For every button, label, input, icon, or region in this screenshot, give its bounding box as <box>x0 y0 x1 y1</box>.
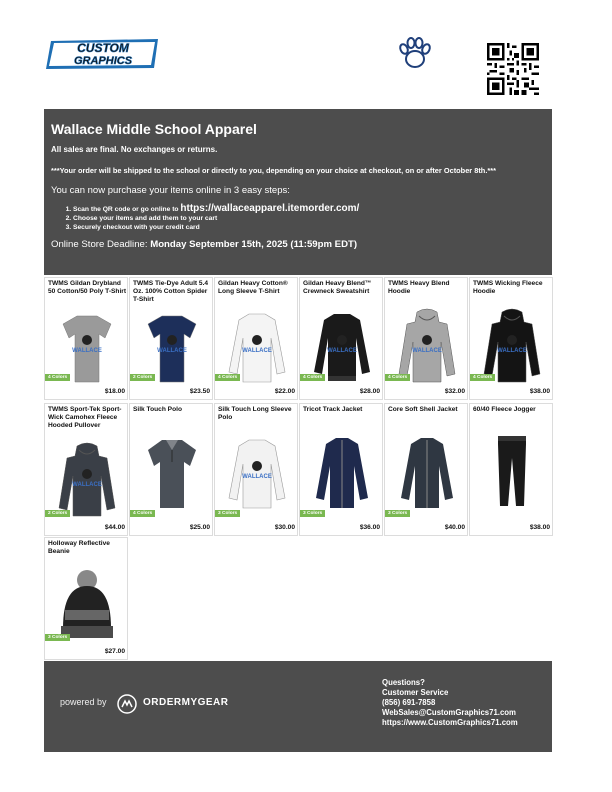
product-price: $38.00 <box>529 524 550 531</box>
custom-graphics-logo <box>45 38 160 70</box>
color-count-badge: 3 Colors <box>300 510 325 517</box>
product-image[interactable] <box>219 432 295 512</box>
color-count-badge: 4 Colors <box>45 374 70 381</box>
product-name[interactable]: Silk Touch Long Sleeve Polo <box>218 406 292 421</box>
step-item: 1. Scan the QR code or go online to https://wallaceapparel.itemorder.com/ <box>73 204 545 214</box>
contact-info <box>382 678 518 728</box>
product-card[interactable] <box>214 277 298 400</box>
svg-text:WALLACE: WALLACE <box>242 348 272 354</box>
product-price: $36.00 <box>359 524 380 531</box>
purchase-intro: You can now purchase your items online in 3 easy steps: <box>51 185 290 196</box>
color-count-badge: 4 Colors <box>470 374 495 381</box>
shipping-notice: ***Your order will be shipped to the school or directly to you, depending on your choice at checkout, on or after October 8th.*** <box>51 166 497 175</box>
contact-questions: Questions? <box>382 678 425 687</box>
color-count-badge: 3 Colors <box>385 510 410 517</box>
product-price: $18.00 <box>104 388 125 395</box>
color-count-badge: 4 Colors <box>215 374 240 381</box>
product-price: $30.00 <box>274 524 295 531</box>
product-card[interactable] <box>299 277 383 400</box>
contact-phone[interactable]: (856) 691-7858 <box>382 698 436 707</box>
product-price: $28.00 <box>359 388 380 395</box>
color-count-badge: 3 Colors <box>215 510 240 517</box>
qr-code-icon[interactable] <box>487 43 539 95</box>
product-name[interactable]: TWMS Tie-Dye Adult 5.4 Oz. 100% Cotton Spider T-Shirt <box>133 280 209 303</box>
powered-by-label: powered by <box>60 697 107 707</box>
product-card[interactable] <box>44 277 128 400</box>
svg-text:WALLACE: WALLACE <box>72 482 102 488</box>
svg-text:WALLACE: WALLACE <box>72 348 102 354</box>
product-name[interactable]: Holloway Reflective Beanie <box>48 540 110 555</box>
svg-text:WALLACE: WALLACE <box>242 474 272 480</box>
product-image[interactable] <box>389 432 465 512</box>
product-price: $23.50 <box>189 388 210 395</box>
product-card[interactable] <box>384 403 468 536</box>
product-price: $25.00 <box>189 524 210 531</box>
step-item: 2. Choose your items and add them to your cart <box>73 214 545 223</box>
product-image[interactable] <box>474 432 550 512</box>
product-card[interactable] <box>214 403 298 536</box>
product-name[interactable]: TWMS Gildan Drybland 50 Cotton/50 Poly T-Shirt <box>48 280 127 295</box>
product-price: $27.00 <box>104 648 125 655</box>
store-link[interactable]: https://wallaceapparel.itemorder.com/ <box>180 203 360 214</box>
product-image[interactable] <box>304 432 380 512</box>
ordermygear-logo-icon <box>117 694 137 714</box>
product-image[interactable] <box>134 432 210 512</box>
logo-line2: GRAPHICS <box>73 55 133 67</box>
product-card[interactable] <box>129 403 213 536</box>
svg-text:WALLACE: WALLACE <box>327 348 357 354</box>
store-info-panel <box>44 109 552 275</box>
ordermygear-brand: ORDERMYGEAR <box>143 697 229 708</box>
final-sale-notice: All sales are final. No exchanges or returns. <box>51 145 218 154</box>
color-count-badge: 4 Colors <box>300 374 325 381</box>
color-count-badge: 4 Colors <box>385 374 410 381</box>
contact-website[interactable]: https://www.CustomGraphics71.com <box>382 718 518 727</box>
contact-email[interactable]: WebSales@CustomGraphics71.com <box>382 708 516 717</box>
product-price: $40.00 <box>444 524 465 531</box>
product-card[interactable] <box>469 403 553 536</box>
product-card[interactable] <box>44 537 128 660</box>
product-card[interactable] <box>384 277 468 400</box>
svg-text:WALLACE: WALLACE <box>412 348 442 354</box>
svg-text:WALLACE: WALLACE <box>157 348 187 354</box>
store-title: Wallace Middle School Apparel <box>51 121 257 137</box>
color-count-badge: 4 Colors <box>130 510 155 517</box>
store-deadline: Online Store Deadline: Monday September 15th, 2025 (11:59pm EDT) <box>51 239 358 250</box>
product-name[interactable]: Gildan Heavy Cotton® Long Sleeve T-Shirt <box>218 280 288 295</box>
product-card[interactable] <box>44 403 128 536</box>
product-price: $44.00 <box>104 524 125 531</box>
product-name[interactable]: Tricot Track Jacket <box>303 406 363 413</box>
product-card[interactable] <box>129 277 213 400</box>
product-name[interactable]: 60/40 Fleece Jogger <box>473 406 536 413</box>
step-item: 3. Securely checkout with your credit card <box>73 223 545 232</box>
logo-line1: CUSTOM <box>77 41 129 55</box>
product-name[interactable]: TWMS Sport-Tek Sport-Wick Camohex Fleece Hooded Pullover <box>48 406 122 429</box>
color-count-badge: 3 Colors <box>45 634 70 641</box>
product-card[interactable] <box>299 403 383 536</box>
product-price: $32.00 <box>444 388 465 395</box>
product-card[interactable] <box>469 277 553 400</box>
product-image[interactable] <box>49 440 125 520</box>
contact-service: Customer Service <box>382 688 449 697</box>
product-name[interactable]: Core Soft Shell Jacket <box>388 406 458 413</box>
color-count-badge: 2 Colors <box>45 510 70 517</box>
product-price: $22.00 <box>274 388 295 395</box>
product-name[interactable]: Silk Touch Polo <box>133 406 182 413</box>
product-name[interactable]: TWMS Wicking Fleece Hoodie <box>473 280 543 295</box>
footer <box>44 661 552 752</box>
purchase-steps <box>51 204 545 232</box>
paw-icon <box>398 36 432 70</box>
color-count-badge: 2 Colors <box>130 374 155 381</box>
product-name[interactable]: Gildan Heavy Blend™ Crewneck Sweatshirt <box>303 280 372 295</box>
product-price: $38.00 <box>529 388 550 395</box>
product-name[interactable]: TWMS Heavy Blend Hoodie <box>388 280 450 295</box>
svg-text:WALLACE: WALLACE <box>497 348 527 354</box>
